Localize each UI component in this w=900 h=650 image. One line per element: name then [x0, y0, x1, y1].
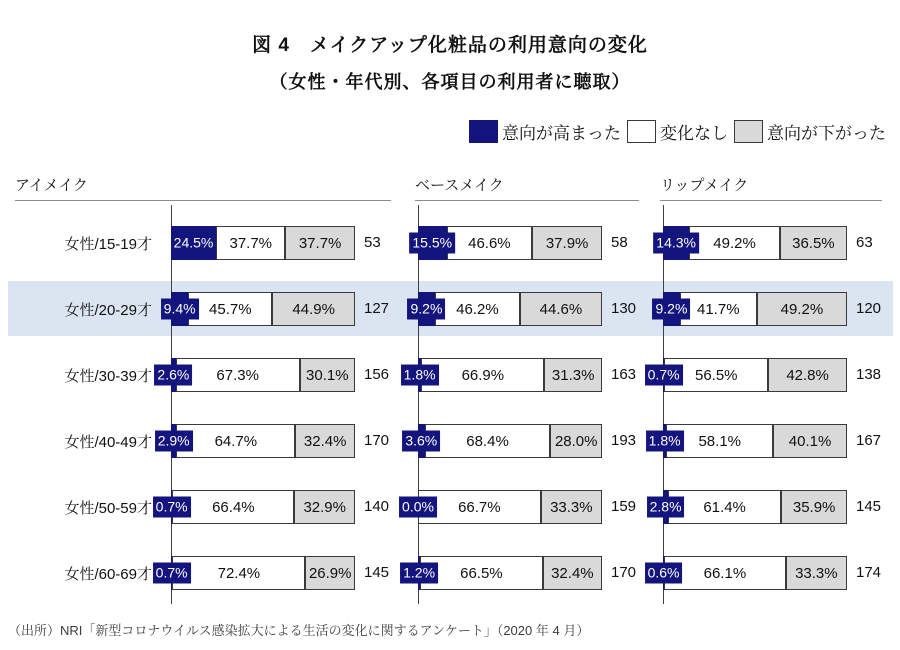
bar-row: [405, 424, 602, 458]
bar-segment-unchanged: 37.7%: [216, 226, 285, 260]
sample-size-label: 193: [611, 432, 637, 449]
bar-row: [655, 292, 847, 326]
sample-size-label: 170: [611, 564, 637, 581]
bar-segment-unchanged: 64.7%: [176, 424, 295, 458]
bar-segment-unchanged: 58.1%: [666, 424, 773, 458]
bar-row: [647, 358, 847, 392]
increased-value-label: 1.2%: [400, 563, 438, 584]
row-label: 女性/30-39才: [64, 368, 152, 385]
panel-header-eye-makeup: アイメイク: [15, 174, 391, 201]
increased-value-label: 1.8%: [401, 365, 439, 386]
bar-row: [155, 556, 355, 590]
bar-row: [155, 490, 355, 524]
bar-segment-unchanged: 66.9%: [421, 358, 544, 392]
bar-segment-unchanged: 46.6%: [447, 226, 533, 260]
increased-value-label: 14.3%: [653, 233, 699, 254]
increased-value-label: 9.2%: [652, 299, 690, 320]
row-label: 女性/20-29才: [64, 302, 152, 319]
sample-size-label: 145: [856, 498, 882, 515]
sample-size-label: 53: [364, 234, 381, 251]
increased-value-label: 0.7%: [153, 497, 191, 518]
figure-title: 図 4 メイクアップ化粧品の利用意向の変化: [252, 35, 648, 56]
sample-size-label: 140: [364, 498, 390, 515]
increased-value-label: 9.2%: [407, 299, 445, 320]
axis-line-panel-2: [418, 205, 419, 604]
bar-segment-decreased: 44.9%: [272, 292, 355, 326]
increased-value-label: 0.7%: [153, 563, 191, 584]
bar-row: [656, 226, 847, 260]
bar-segment-decreased: 30.1%: [300, 358, 355, 392]
increased-value-label: 15.5%: [409, 233, 455, 254]
bar-segment-decreased: 37.7%: [285, 226, 354, 260]
sample-size-label: 58: [611, 234, 628, 251]
bar-segment-unchanged: 66.5%: [420, 556, 542, 590]
bar-segment-decreased: 28.0%: [550, 424, 602, 458]
bar-segment-decreased: 35.9%: [781, 490, 847, 524]
bar-row: [402, 490, 602, 524]
sample-size-label: 163: [611, 366, 637, 383]
bar-segment-unchanged: 46.2%: [435, 292, 520, 326]
bar-row: [412, 226, 602, 260]
increased-value-label: 2.6%: [154, 365, 192, 386]
bar-segment-decreased: 33.3%: [541, 490, 602, 524]
increased-value-label: 2.9%: [155, 431, 193, 452]
sample-size-label: 170: [364, 432, 390, 449]
axis-line-panel-1: [171, 205, 172, 604]
bar-segment-unchanged: 66.4%: [172, 490, 294, 524]
row-label: 女性/15-19才: [64, 236, 152, 253]
bar-segment-unchanged: 61.4%: [668, 490, 781, 524]
sample-size-label: 120: [856, 300, 882, 317]
increased-value-label: 9.4%: [161, 299, 199, 320]
bar-segment-decreased: 40.1%: [773, 424, 847, 458]
bar-segment-decreased: 32.4%: [543, 556, 603, 590]
source-note: （出所）NRI「新型コロナウイルス感染拡大による生活の変化に関するアンケート」（2020 年 4 月）: [8, 623, 590, 638]
increased-value-label: 3.6%: [402, 431, 440, 452]
legend-label-decreased: 意向が下がった: [767, 124, 886, 143]
increased-value-label: 0.7%: [645, 365, 683, 386]
bar-segment-unchanged: 56.5%: [664, 358, 768, 392]
increased-value-label: 0.0%: [399, 497, 437, 518]
bar-row: [171, 226, 355, 260]
row-label: 女性/40-49才: [64, 434, 152, 451]
panel-header-lip-makeup: リップメイク: [660, 174, 882, 201]
figure-subtitle: （女性・年代別、各項目の利用者に聴取）: [269, 72, 631, 92]
row-label: 女性/50-59才: [64, 500, 152, 517]
bar-segment-unchanged: 41.7%: [680, 292, 757, 326]
panel-header-base-makeup: ベースメイク: [415, 174, 639, 201]
sample-size-label: 138: [856, 366, 882, 383]
bar-row: [403, 358, 602, 392]
bar-segment-decreased: 44.6%: [520, 292, 602, 326]
bar-segment-decreased: 49.2%: [757, 292, 848, 326]
bar-segment-unchanged: 45.7%: [188, 292, 272, 326]
bar-segment-unchanged: 66.1%: [664, 556, 786, 590]
bar-row: [157, 424, 355, 458]
bar-row: [647, 556, 847, 590]
axis-line-panel-3: [663, 205, 664, 604]
bar-row: [648, 424, 847, 458]
sample-size-label: 167: [856, 432, 882, 449]
bar-segment-unchanged: 49.2%: [689, 226, 780, 260]
bar-segment-decreased: 33.3%: [786, 556, 847, 590]
bar-segment-unchanged: 66.7%: [418, 490, 541, 524]
legend-label-unchanged: 変化なし: [660, 124, 728, 143]
sample-size-label: 130: [611, 300, 637, 317]
sample-size-label: 63: [856, 234, 873, 251]
sample-size-label: 156: [364, 366, 390, 383]
row-label: 女性/60-69才: [64, 566, 152, 583]
bar-row: [163, 292, 355, 326]
bar-segment-unchanged: 68.4%: [425, 424, 551, 458]
bar-row: [649, 490, 847, 524]
bar-segment-decreased: 32.9%: [294, 490, 355, 524]
bar-row: [410, 292, 602, 326]
legend-label-increased: 意向が高まった: [502, 124, 621, 143]
bar-row: [403, 556, 602, 590]
increased-value-label: 24.5%: [171, 233, 217, 254]
sample-size-label: 145: [364, 564, 390, 581]
bar-segment-decreased: 37.9%: [532, 226, 602, 260]
bar-segment-decreased: 26.9%: [305, 556, 354, 590]
increased-value-label: 0.6%: [645, 563, 683, 584]
bar-segment-unchanged: 72.4%: [172, 556, 305, 590]
bar-segment-decreased: 32.4%: [295, 424, 355, 458]
increased-value-label: 1.8%: [646, 431, 684, 452]
bar-segment-decreased: 42.8%: [768, 358, 847, 392]
bar-segment-decreased: 31.3%: [544, 358, 602, 392]
sample-size-label: 127: [364, 300, 390, 317]
increased-value-label: 2.8%: [647, 497, 685, 518]
bar-row: [157, 358, 355, 392]
sample-size-label: 174: [856, 564, 882, 581]
bar-segment-decreased: 36.5%: [780, 226, 847, 260]
bar-segment-unchanged: 67.3%: [176, 358, 300, 392]
sample-size-label: 159: [611, 498, 637, 515]
